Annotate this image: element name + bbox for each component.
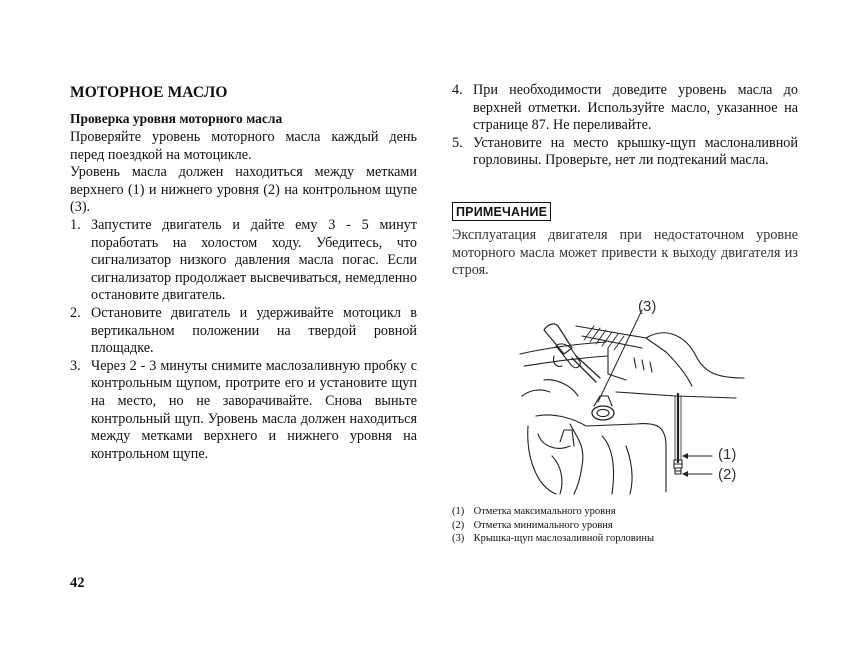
- step-number: 5.: [452, 134, 463, 151]
- list-item: [70, 358, 417, 464]
- list-item: [452, 135, 798, 170]
- subsection-title: Проверка уровня моторного масла: [70, 111, 283, 126]
- section-title: МОТОРНОЕ МАСЛО: [70, 84, 228, 101]
- step-text: При необходимости доведите уровень масла до верхней отметки. Используйте масло, указанное на странице 87. Не переливайте.: [473, 82, 798, 134]
- caption-number: (1): [452, 506, 465, 517]
- list-item: [70, 217, 417, 305]
- page-number: 42: [70, 575, 85, 591]
- list-item: [70, 305, 417, 358]
- steps-list-right: [452, 82, 798, 170]
- caption-text: Отметка максимального уровня: [473, 506, 616, 517]
- figure-captions: [452, 505, 798, 546]
- callout-1: (1): [718, 446, 737, 463]
- note-text: Эксплуатация двигателя при недостаточном уровне моторного масла может привести к выходу двигателя из строя.: [452, 226, 798, 279]
- level-paragraph: Уровень масла должен находиться между метками верхнего (1) и нижнего уровня (2) на контрольном щупе (3).: [70, 164, 417, 216]
- step-number: 2.: [70, 304, 81, 321]
- callout-3: (3): [638, 298, 657, 315]
- caption-item: [452, 519, 798, 533]
- list-item: [452, 82, 798, 135]
- left-column: [70, 84, 417, 463]
- step-number: 1.: [70, 216, 81, 233]
- step-number: 4.: [452, 82, 463, 98]
- note-label: ПРИМЕЧАНИЕ: [452, 202, 551, 221]
- caption-number: (3): [452, 533, 465, 544]
- caption-text: Отметка минимального уровня: [473, 519, 613, 531]
- step-text: Установите на место крышку-щуп маслоналивной горловины. Проверьте, нет ли подтеканий масла.: [473, 134, 798, 169]
- caption-number: (2): [452, 519, 465, 531]
- engine-drawing: [516, 296, 748, 496]
- step-number: 3.: [70, 357, 81, 374]
- step-text: Остановите двигатель и удерживайте мотоцикл в вертикальном положении на твердой ровной площадке.: [91, 304, 417, 357]
- callout-2: (2): [718, 466, 737, 483]
- caption-text: Крышка-щуп маслозаливной горловины: [473, 533, 655, 544]
- caption-item: [452, 505, 798, 519]
- step-text: Через 2 - 3 минуты снимите маслозаливную пробку с контрольным щупом, протрите его и установите щуп на место, но не заворачивайте. Снова выньте контрольный щуп. Уровень масла должен находиться между метками верхнего и нижнего уровня на контрольном щупе.: [91, 357, 417, 462]
- step-text: Запустите двигатель и дайте ему 3 - 5 минут поработать на холостом ходу. Убедитесь, что сигнализатор низкого давления масла погас. Если сигнализатор продолжает высвечиваться, немедленно остановите двигатель.: [91, 216, 417, 304]
- dipstick-illustration: [516, 296, 748, 496]
- right-column: [452, 82, 798, 280]
- caption-item: [452, 532, 798, 546]
- steps-list-left: [70, 217, 417, 463]
- intro-paragraph: Проверяйте уровень моторного масла каждый день перед поездкой на мотоцикле.: [70, 129, 417, 163]
